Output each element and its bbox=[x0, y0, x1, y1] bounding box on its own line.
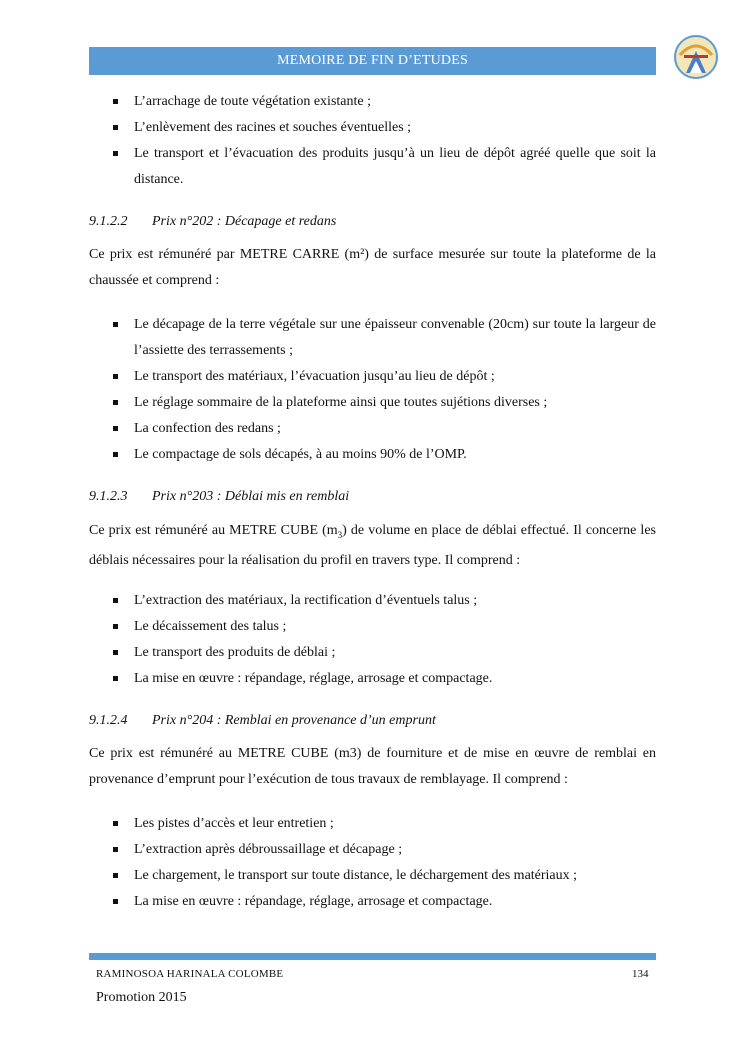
section-heading-203 bbox=[89, 487, 656, 507]
section-paragraph-203 bbox=[89, 518, 656, 574]
list-item: Le décaissement des talus ; bbox=[134, 614, 656, 640]
list-item: L’enlèvement des racines et souches éventuelles ; bbox=[134, 115, 656, 141]
section-paragraph-204: Ce prix est rémunéré au METRE CUBE (m3) de fourniture et de mise en œuvre de remblai en provenance d’emprunt pour l’exécution de tous travaux de remblayage. Il comprend : bbox=[89, 746, 656, 787]
list-item: Le décapage de la terre végétale sur une épaisseur convenable (20cm) sur toute la largeur de l’assiette des terrassements ; bbox=[134, 312, 656, 364]
list-item: Le transport et l’évacuation des produits jusqu’à un lieu de dépôt agréé quelle que soit la distance. bbox=[134, 141, 656, 193]
list-item: L’extraction après débroussaillage et décapage ; bbox=[134, 837, 656, 863]
list-item: L’arrachage de toute végétation existante ; bbox=[134, 89, 656, 115]
section-number: 9.1.2.2 bbox=[89, 214, 128, 229]
section-number: 9.1.2.3 bbox=[89, 489, 128, 504]
list-item: La confection des redans ; bbox=[134, 416, 656, 442]
footer-author: RAMINOSOA HARINALA COLOMBE bbox=[96, 968, 284, 980]
section-title: Prix n°204 : Remblai en provenance d’un emprunt bbox=[152, 713, 436, 728]
unit-subscript: 3 bbox=[337, 529, 343, 540]
section-heading-204 bbox=[89, 711, 656, 731]
section-paragraph-202: Ce prix est rémunéré par METRE CARRE (m²) de surface mesurée sur toute la plateforme de la chaussée et comprend : bbox=[89, 247, 656, 288]
bullet-list-203 bbox=[0, 588, 745, 692]
list-item: Le réglage sommaire de la plateforme ainsi que toutes sujétions diverses ; bbox=[134, 390, 656, 416]
university-logo-icon bbox=[672, 33, 720, 81]
footer-promotion: Promotion 2015 bbox=[96, 990, 187, 1005]
list-item: La mise en œuvre : répandage, réglage, arrosage et compactage. bbox=[134, 889, 656, 915]
list-item: L’extraction des matériaux, la rectification d’éventuels talus ; bbox=[134, 588, 656, 614]
list-item: Le compactage de sols décapés, à au moins 90% de l’OMP. bbox=[134, 442, 656, 468]
paragraph-text: Ce prix est rémunéré au METRE CUBE (m bbox=[89, 523, 338, 538]
bullet-list-202 bbox=[0, 312, 745, 468]
list-item: Les pistes d’accès et leur entretien ; bbox=[134, 811, 656, 837]
paragraph-text: ) de volume en place de déblai effectué. Il concerne les déblais nécessaires pour la réalisation du profil en travers type. Il comprend : bbox=[89, 523, 656, 568]
list-item: Le transport des matériaux, l’évacuation jusqu’au lieu de dépôt ; bbox=[134, 364, 656, 390]
section-title: Prix n°202 : Décapage et redans bbox=[152, 214, 337, 229]
section-number: 9.1.2.4 bbox=[89, 713, 128, 728]
intro-bullet-list bbox=[0, 89, 745, 193]
section-heading-202 bbox=[89, 212, 656, 232]
list-item: La mise en œuvre : répandage, réglage, arrosage et compactage. bbox=[134, 666, 656, 692]
footer-divider bbox=[89, 953, 656, 960]
list-item: Le transport des produits de déblai ; bbox=[134, 640, 656, 666]
bullet-list-204 bbox=[0, 811, 745, 915]
list-item: Le chargement, le transport sur toute distance, le déchargement des matériaux ; bbox=[134, 863, 656, 889]
page-number: 134 bbox=[632, 968, 649, 980]
section-title: Prix n°203 : Déblai mis en remblai bbox=[152, 489, 350, 504]
header-title-bar: MEMOIRE DE FIN D’ETUDES bbox=[89, 47, 656, 75]
